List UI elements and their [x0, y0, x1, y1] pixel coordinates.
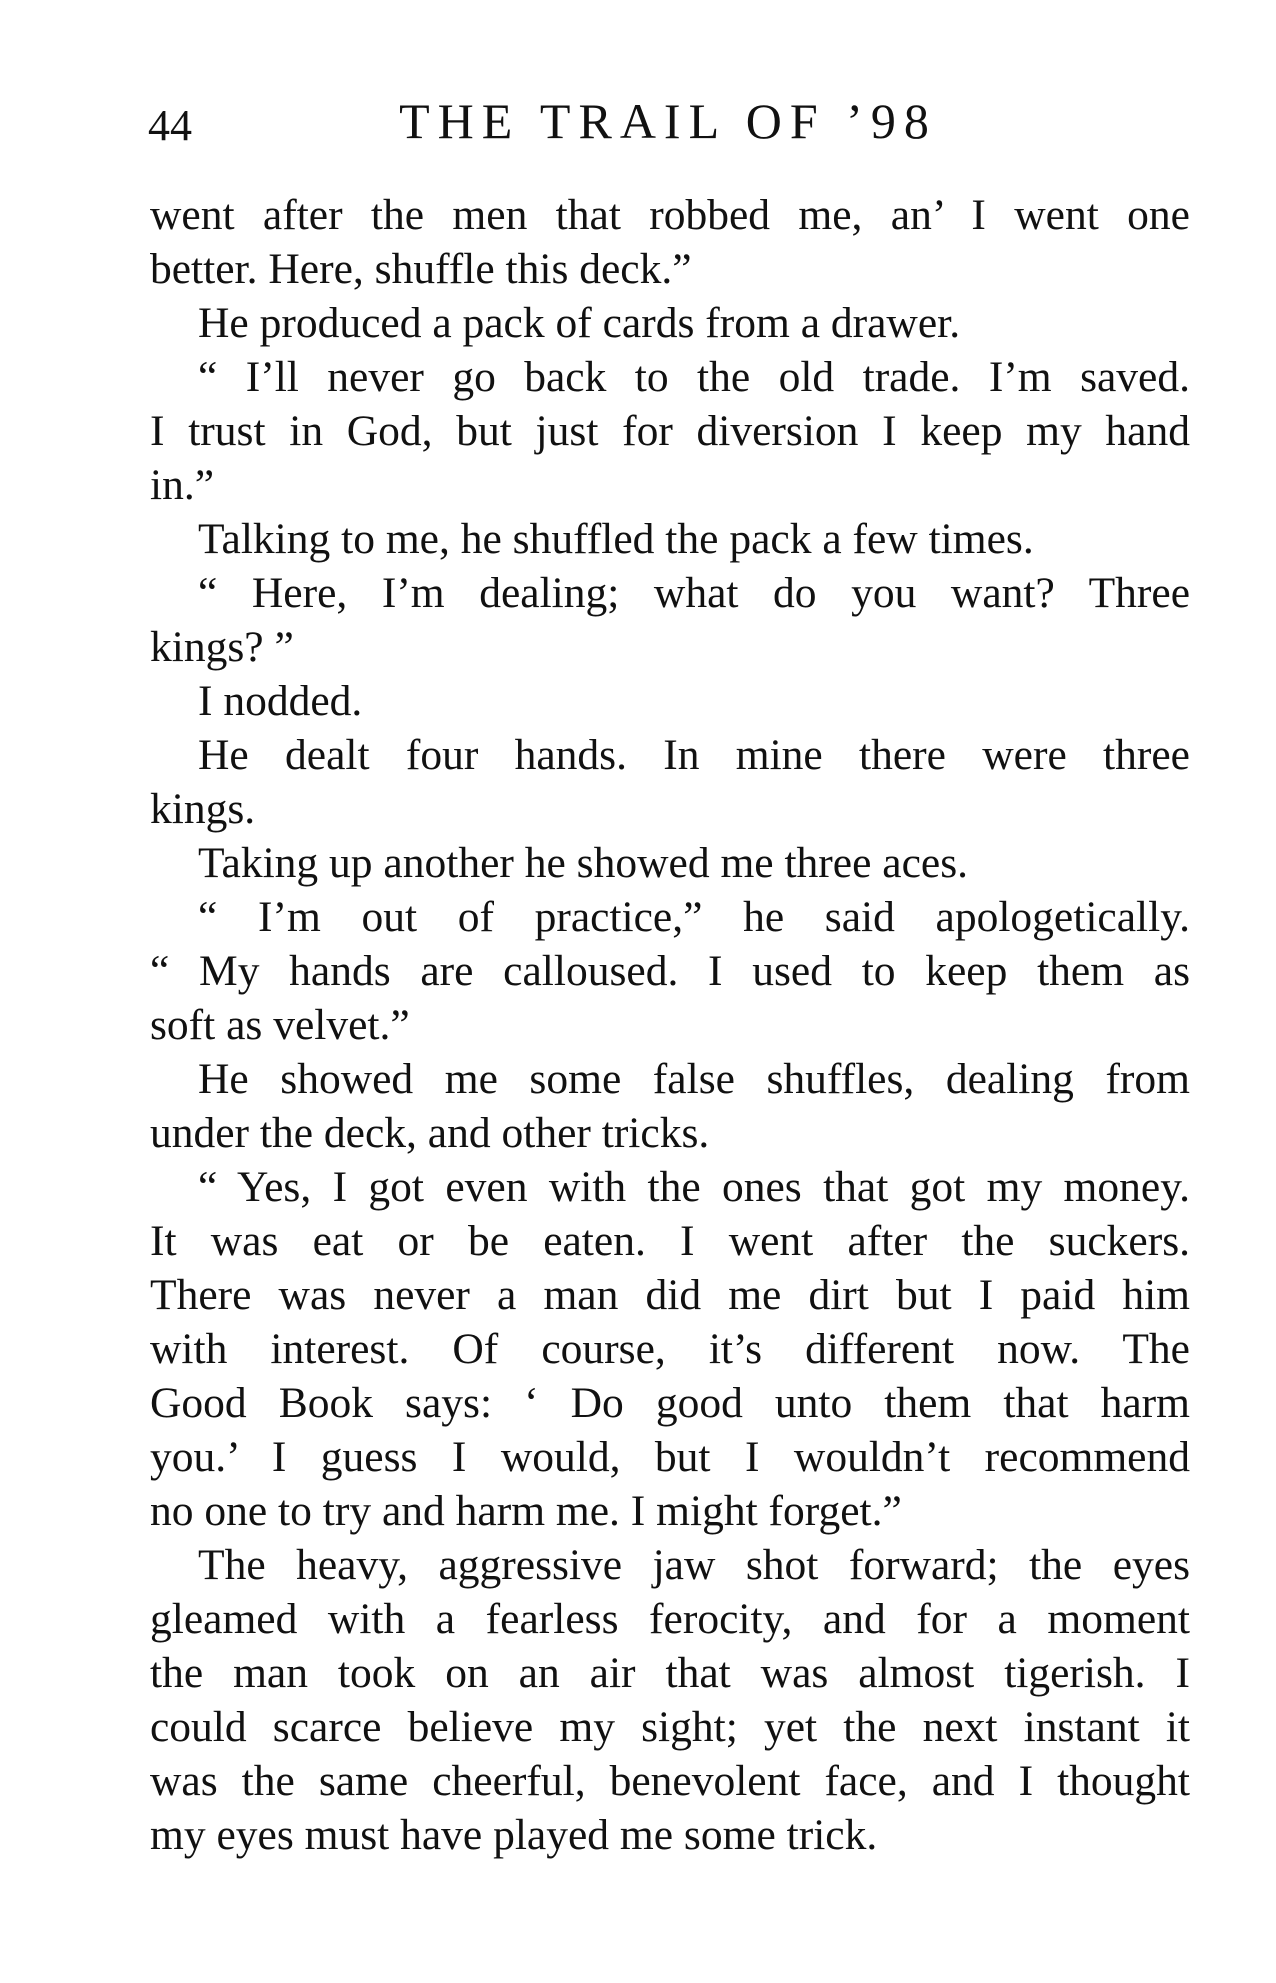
text-line: “ Here, I’m dealing; what do you want? Three — [198, 569, 1190, 617]
text-line: He produced a pack of cards from a drawer. — [198, 299, 961, 347]
text-line: you.’ I guess I would, but I wouldn’t recommend — [150, 1433, 1190, 1481]
text-line: I nodded. — [198, 677, 363, 725]
text-line: in.” — [150, 461, 215, 509]
text-line: under the deck, and other tricks. — [150, 1109, 710, 1157]
running-title: THE TRAIL OF ’98 — [399, 93, 937, 149]
text-line: “ Yes, I got even with the ones that got my money. — [198, 1163, 1190, 1211]
text-line: could scarce believe my sight; yet the next instant it — [150, 1703, 1190, 1751]
text-line: I trust in God, but just for diversion I keep my hand — [150, 407, 1190, 455]
page-header — [148, 92, 1188, 152]
text-line: The heavy, aggressive jaw shot forward; the eyes — [198, 1541, 1190, 1589]
text-line: my eyes must have played me some trick. — [150, 1811, 878, 1859]
text-line: Good Book says: ‘ Do good unto them that harm — [150, 1379, 1190, 1427]
text-line: It was eat or be eaten. I went after the suckers. — [150, 1217, 1190, 1265]
body-text — [150, 188, 1190, 1862]
text-line: Taking up another he showed me three aces. — [198, 839, 969, 887]
text-line: There was never a man did me dirt but I paid him — [150, 1271, 1190, 1319]
text-line: no one to try and harm me. I might forget.” — [150, 1487, 902, 1535]
text-line: kings. — [150, 785, 256, 833]
text-line: Talking to me, he shuffled the pack a few times. — [198, 515, 1034, 563]
text-line: kings? ” — [150, 623, 294, 671]
text-line: gleamed with a fearless ferocity, and for a moment — [150, 1595, 1190, 1643]
text-line: the man took on an air that was almost tigerish. I — [150, 1649, 1190, 1697]
text-line: “ My hands are calloused. I used to keep them as — [150, 947, 1190, 995]
text-line: with interest. Of course, it’s different now. The — [150, 1325, 1190, 1373]
text-line: He dealt four hands. In mine there were three — [198, 731, 1190, 779]
text-line: went after the men that robbed me, an’ I went one — [150, 191, 1190, 239]
text-line: He showed me some false shuffles, dealing from — [198, 1055, 1190, 1103]
text-line: better. Here, shuffle this deck.” — [150, 245, 692, 293]
text-line: was the same cheerful, benevolent face, and I thought — [150, 1757, 1190, 1805]
text-line: soft as velvet.” — [150, 1001, 410, 1049]
text-line: “ I’m out of practice,” he said apologetically. — [198, 893, 1190, 941]
page-number: 44 — [148, 101, 192, 150]
text-line: “ I’ll never go back to the old trade. I’m saved. — [198, 353, 1190, 401]
